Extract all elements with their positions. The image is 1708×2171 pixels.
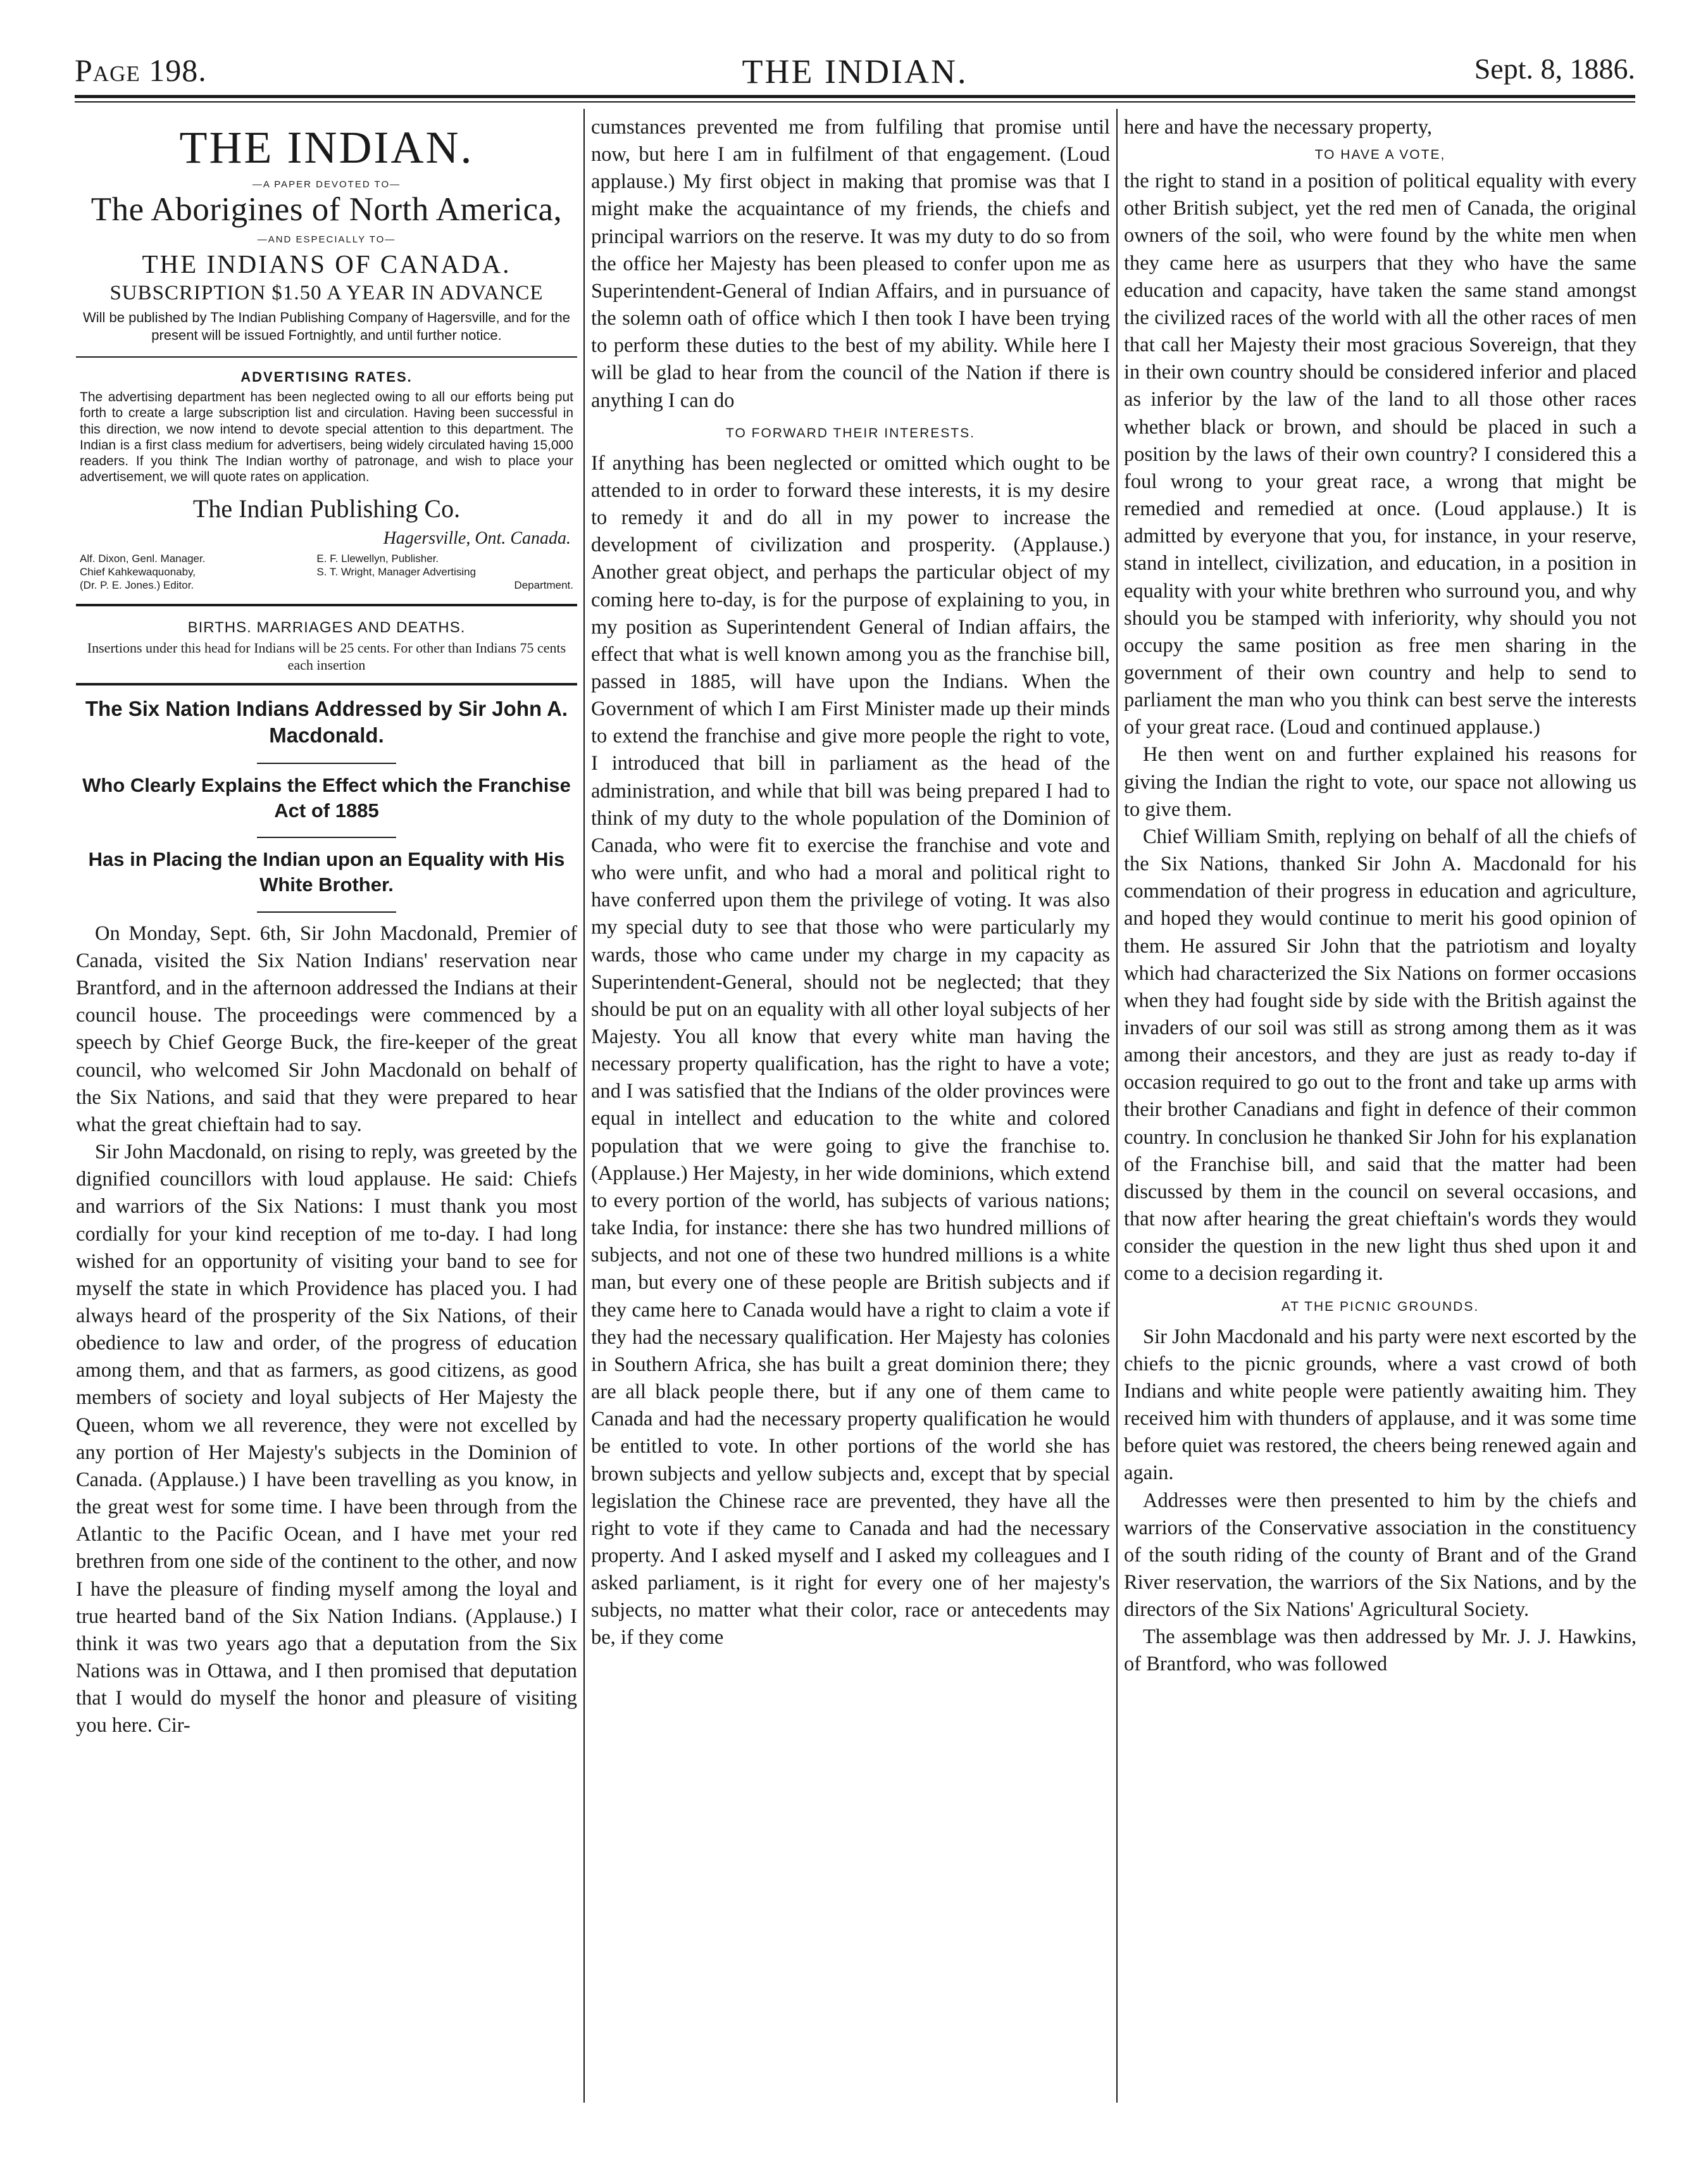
header-rule-thin xyxy=(75,101,1635,103)
article-paragraph: On Monday, Sept. 6th, Sir John Macdonald, Premier of Canada, visited the Six Nation Indians' reservation near Brantford, and in the afternoon addressed the Indians at their council house. The proceedings were commenced by a speech by Chief George Buck, the fire-keeper of the great council, who welcomed Sir John Macdonald on behalf of the Six Nations, and said that they were prepared to hear what the great chieftain had to say. xyxy=(76,922,577,1136)
staff-right xyxy=(316,553,573,592)
article-paragraph: cumstances prevented me from fulfiling that promise until now, but here I am in fulfilment of that engagement. (Loud applause.) My first object in making that promise was that I might make the acquaintance of my friends, the chiefs and principal warriors on the reserve. It was my duty to do so from the office her Majesty has been pleased to confer upon me as Superintendent-General of Indian Affairs, and in pursuance of the solemn oath of office which I then took I have been trying to perform these duties to the best of my ability. While here I will be glad to hear from the council of the Nation if there is anything I can do xyxy=(591,116,1110,412)
masthead-subtitle: The Aborigines of North America, xyxy=(90,191,563,228)
article-paragraph: Sir John Macdonald and his party were next escorted by the chiefs to the picnic grounds, where a vast crowd of both Indians and white people were patiently awaiting him. They received him with thunders of applause, and it was some time before quiet was restored, the cheers being renewed again and again. xyxy=(1124,1325,1636,1485)
article-paragraph: Sir John Macdonald, on rising to reply, was greeted by the dignified councillors with loud applause. He said: Chiefs and warriors of the Six Nations: I must thank you most cordially for your kind reception of me to-day. I had long wished for an opportunity of visiting your band to see for myself the state in which Providence has placed you. I had always heard of the prosperity of the Six Nations, of their obedience to law and order, of the progress of education among them, and that as farmers, as good citizens, as good members of society and loyal subjects of Her Majesty the Queen, whom we all reverence, they were not excelled by any portion of Her Majesty's subjects in the Dominion of Canada. (Applause.) I have been travelling as you know, in the great west for some time. I have been through from the Atlantic to the Pacific Ocean, and I have met your red brethren from one side of the continent to the other, and now I have the pleasure of finding myself among the loyal and true hearted band of the Six Nation Indians. (Applause.) I think it was two years ago that a deputation from the Six Nations was in Ottawa, and I then promised that deputation that I would do myself the honor and pleasure of visiting you here. Cir- xyxy=(76,1141,577,1737)
article-paragraph: The assemblage was then addressed by Mr. J. J. Hawkins, of Brantford, who was followed xyxy=(1124,1625,1636,1676)
notices-section xyxy=(76,619,577,674)
headline-rule xyxy=(257,837,396,838)
running-title: THE INDIAN. xyxy=(742,53,968,91)
header-rule-thick xyxy=(75,95,1635,98)
masthead-tagline-2: —AND ESPECIALLY TO— xyxy=(257,234,396,246)
article-paragraph: If anything has been neglected or omitted which ought to be attended to in order to forward these interests, it is my desire to remedy it and do all in my power to increase the development of civilization and prosperity. (Applause.) Another great object, and perhaps the particular object of my coming here to-day, is for the purpose of explaining to you, in my position as Superintendent General of Indian affairs, the effect that what is well known among you as the franchise bill, passed in 1885, will have upon the Indians. When the Government of which I am First Minister made up their minds to extend the franchise and give more people the right to vote, I introduced that bill in parliament as the head of the administration, and while that bill was being prepared I had to think of my duty to the whole population of the Dominion of Canada, who were fit to exercise the franchise and vote and who were unfit, and who had a moral and political right to have conferred upon them the privilege of voting. It was also my special duty to see that those who were particularly my wards, those who came under my charge in my capacity as Superintendent-General, should not be neglected; that they should be put on an equality with all other loyal subjects of her Majesty. You all know that every white man having the necessary property qualification, has the right to have a vote; and I was satisfied that the Indians of the older provinces were equal in intellect and education to the white and colored population that we were going to give the franchise to. (Applause.) Her Majesty, in her wide dominions, which extend to every portion of the world, has subjects of various nations; take India, for instance: there she has two hundred millions of subjects, and not one of these two hundred millions is a white man, but every one of these people are British subjects and if they came here to Canada would have a right to claim a vote if they had the necessary qualification. Her Majesty has colonies in Southern Africa, she has built a great dominion there; they are all black people there, but if any one of them came to Canada and had the necessary property qualification he would be entitled to vote. In other portions of the world she has brown subjects and yellow subjects and, except that by special legislation the Chinese race are prevented, they have all the right to vote if they came to Canada and had the necessary property. And I asked myself and I asked my colleagues and I asked parliament, is it right for every one of her majesty's subjects, no matter what their color, race or antecedents may be, if they come xyxy=(591,451,1110,1649)
staff-entry: Department. xyxy=(514,579,573,591)
article-paragraph: Addresses were then presented to him by the chiefs and warriors of the Conservative association in the constituency of the south riding of the county of Brant and of the Grand River reservation, the warriors of the Six Nations, and by the directors of the Six Nations' Agricultural Society. xyxy=(1124,1489,1636,1622)
advertising-section xyxy=(76,369,577,592)
advertising-body: The advertising department has been neglected owing to all our efforts being put forth to create a large subscription list and circulation. Having been successful in this direction, we now intend to devote special attention to this department. The Indian is a first class medium for advertisers, being widely circulated having 15,000 readers. If you think The Indian worthy of patronage, and wish to place your advertisement, we will quote rates on application. xyxy=(80,390,573,485)
article-paragraph: here and have the necessary property, xyxy=(1124,116,1432,139)
page-number: Page 198. xyxy=(75,53,207,88)
masthead-tagline-1: —A PAPER DEVOTED TO— xyxy=(252,179,401,190)
headline-rule xyxy=(257,763,396,764)
divider xyxy=(76,604,577,606)
notices-heading: BIRTHS. MARRIAGES AND DEATHS. xyxy=(187,618,466,636)
subscription-line: SUBSCRIPTION $1.50 A YEAR IN ADVANCE xyxy=(109,282,544,305)
notices-body: Insertions under this head for Indians will be 25 cents. For other than Indians 75 cents each insertion xyxy=(87,639,566,673)
article-paragraph: Chief William Smith, replying on behalf of all the chiefs of the Six Nations, thanked Sir John A. Macdonald for his commendation of their progress in education and agriculture, and hoped they would continue to merit his good opinion of them. He assured Sir John that the patriotism and loyalty which had characterized the Six Nations on former occasions when they had fought side by side with the British against the invaders of our soil was still as strong among them as it was among their ancestors, and they are just as ready to-day if occasion required to go out to the front and take up arms with their brother Canadians and fight in defence of their common country. In conclusion he thanked Sir John for his explanation of the Franchise bill, and said that the matter had been discussed by them in the council on several occasions, and that now after hearing the great chieftain's words they would consider the question in the new light thus shed upon it and come to a decision regarding it. xyxy=(1124,825,1636,1286)
divider xyxy=(76,356,577,358)
publication-notice: Will be published by The Indian Publishing Company of Hagersville, and for the present will be issued Fortnightly, and until further notice. xyxy=(82,310,571,343)
article-headline-1: The Six Nation Indians Addressed by Sir John A. Macdonald. xyxy=(85,696,568,747)
article-paragraph: the right to stand in a position of political equality with every other British subject, yet the red men of Canada, the original owners of the soil, who were found by the white men when they came here as usurpers that they who have the same education and capacity, have taken the same stand amongst the civilized races of the world with all the other races of men that call her Majesty their most gracious Sovereign, that they in their own country should be considered inferior and placed as inferior by the law of the land to all those other races whether black or brown, and should be placed in such a position by the laws of their own country? I considered this a foul wrong to your great race, a wrong that might be remedied and remedied at once. (Loud applause.) It is admitted by everyone that you, for instance, in your reserve, stand in intellect, civilization, and education, in a position in equality with your white brethren who surround you, and why should you be stamped with inferiority, why should you not occupy the same position as free men sharing in the government of their own country and help to send to parliament the man who you think can best serve the interests of your great race. (Loud and continued applause.) xyxy=(1124,170,1636,739)
page-header xyxy=(75,52,1635,96)
column-divider-1 xyxy=(583,109,585,2103)
masthead-title: THE INDIAN. xyxy=(179,122,474,173)
divider xyxy=(76,683,577,685)
column-divider-2 xyxy=(1116,109,1118,2103)
article-headline-2: Who Clearly Explains the Effect which the Franchise Act of 1885 xyxy=(82,774,571,822)
article-paragraph: He then went on and further explained his reasons for giving the Indian the right to vote, our space not allowing us to give them. xyxy=(1124,743,1636,821)
masthead-subtitle-2: THE INDIANS OF CANADA. xyxy=(142,249,511,279)
staff-entry: Chief Kahkewaquonaby, xyxy=(80,566,196,579)
advertising-heading: ADVERTISING RATES. xyxy=(240,369,413,385)
column-3 xyxy=(1124,114,1636,2108)
staff-entry: E. F. Llewellyn, Publisher. xyxy=(316,553,439,565)
article-subhead: TO HAVE A VOTE, xyxy=(1314,147,1446,163)
staff-entry: Alf. Dixon, Genl. Manager. xyxy=(80,553,206,565)
staff-entry: S. T. Wright, Manager Advertising xyxy=(316,566,477,579)
article-subhead: AT THE PICNIC GROUNDS. xyxy=(1281,1299,1480,1314)
masthead xyxy=(76,122,577,344)
article-headline-3: Has in Placing the Indian upon an Equality with His White Brother. xyxy=(88,848,565,896)
staff-list xyxy=(80,553,573,592)
headline-rule xyxy=(257,911,396,913)
staff-left xyxy=(80,553,316,592)
publisher-location: Hagersville, Ont. Canada. xyxy=(383,529,571,549)
issue-date: Sept. 8, 1886. xyxy=(1474,53,1635,85)
staff-entry: (Dr. P. E. Jones.) Editor. xyxy=(80,579,194,591)
column-1 xyxy=(76,114,577,2108)
publisher-name: The Indian Publishing Co. xyxy=(192,494,461,523)
column-2 xyxy=(591,114,1110,2108)
article-subhead: TO FORWARD THEIR INTERESTS. xyxy=(726,425,975,441)
